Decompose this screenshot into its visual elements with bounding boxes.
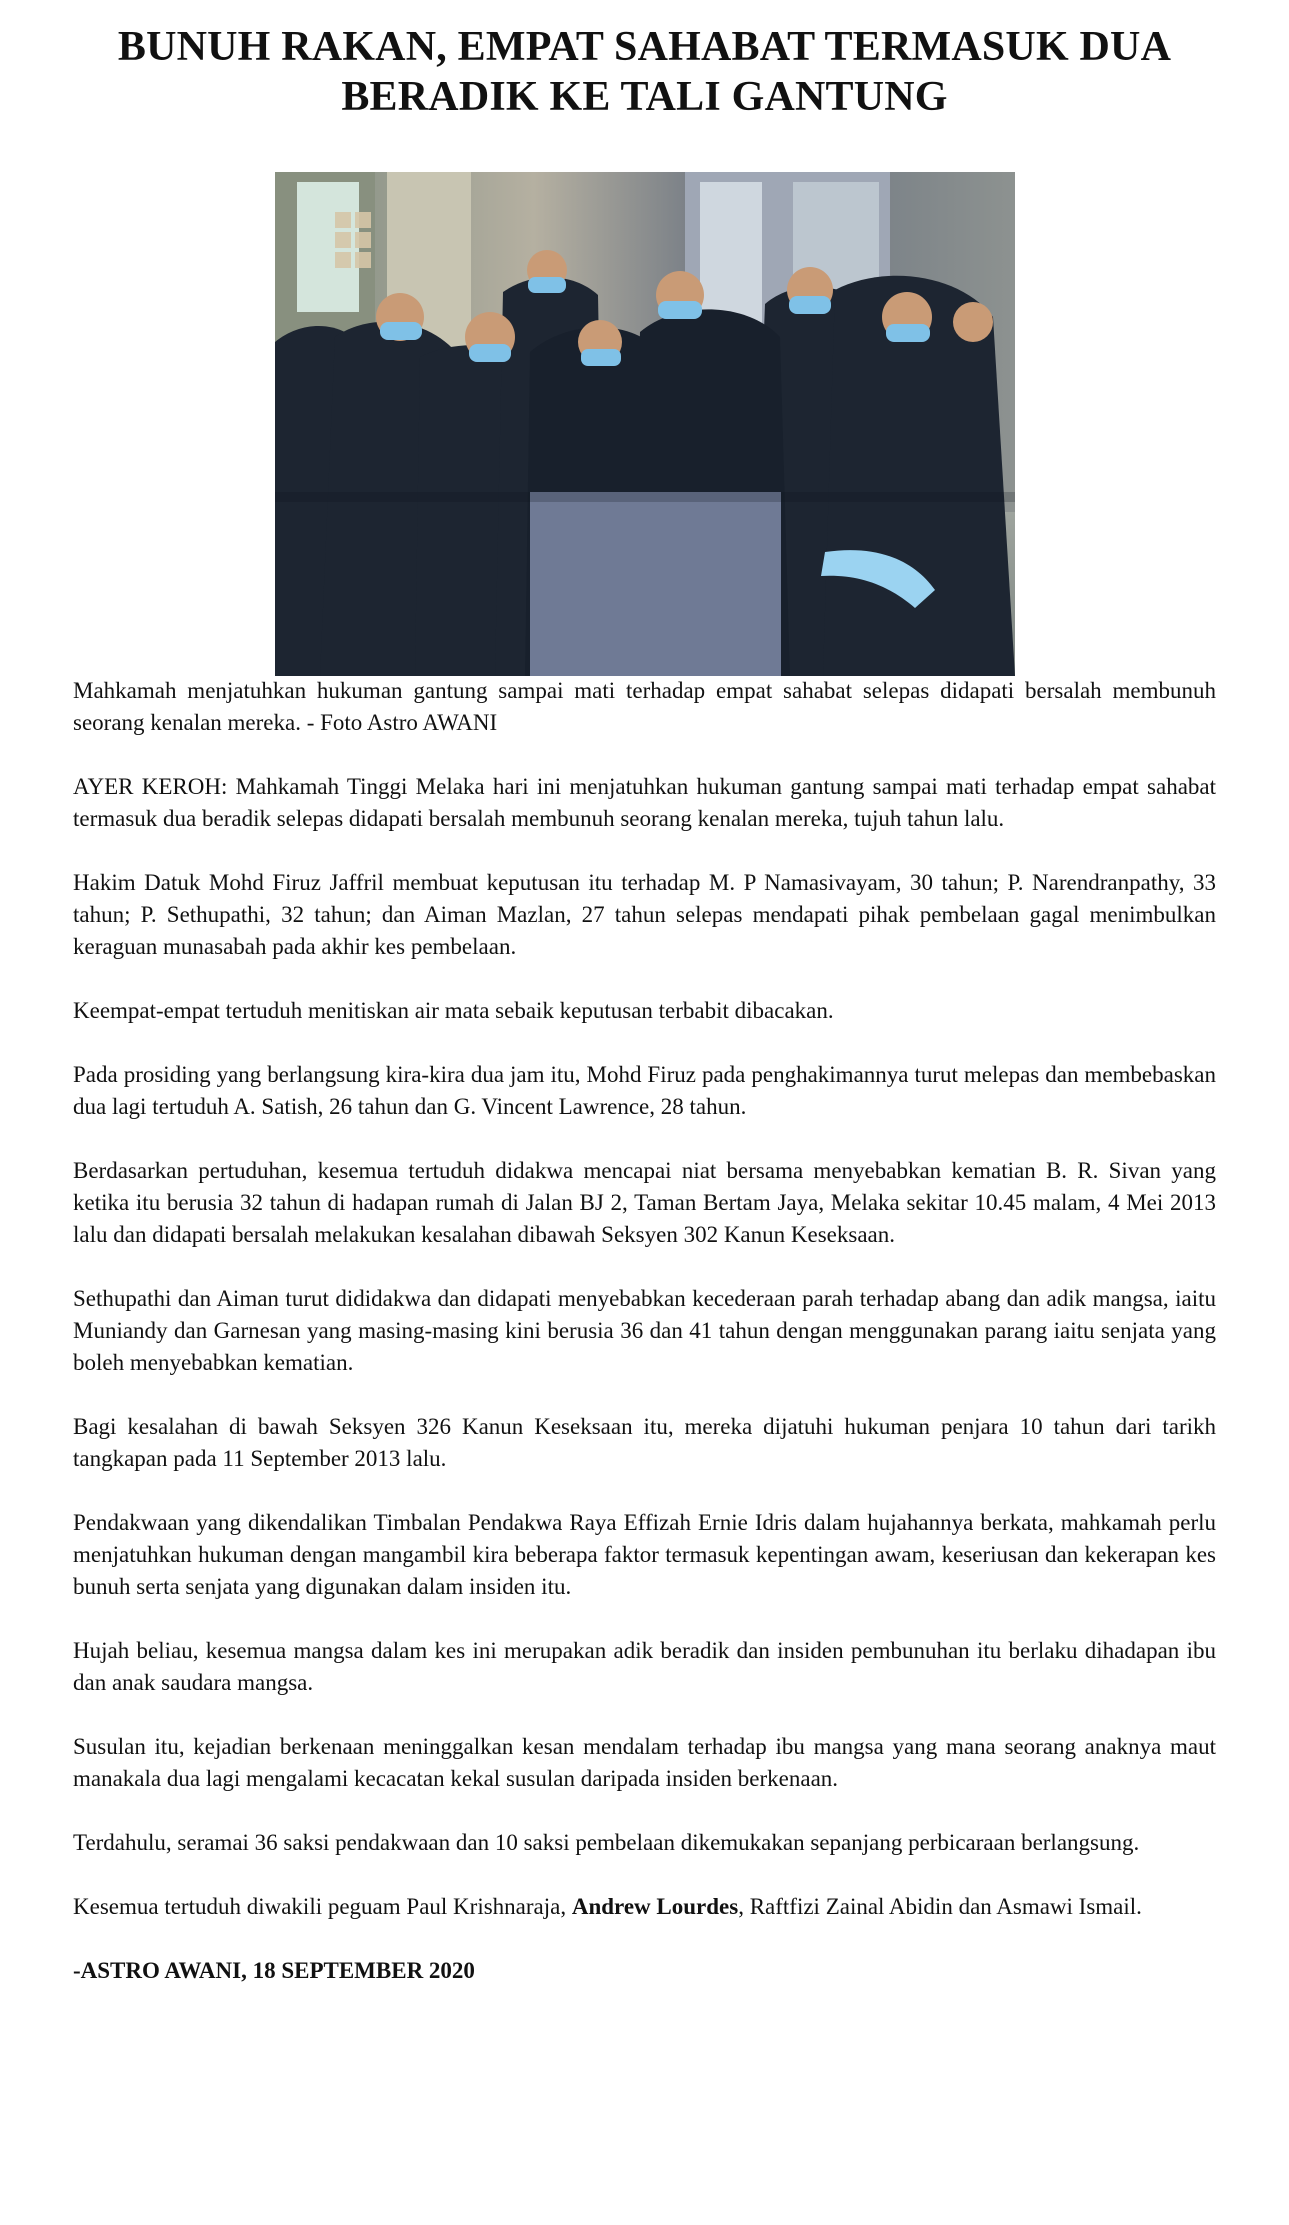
article-paragraph: Bagi kesalahan di bawah Seksyen 326 Kanun Keseksaan itu, mereka dijatuhi hukuman penjara 10 tahun dari tarikh tangkapan pada 11 September 2013 lalu. — [73, 1414, 1216, 1471]
article-paragraph: Hujah beliau, kesemua mangsa dalam kes ini merupakan adik beradik dan insiden pembunuhan itu berlaku dihadapan ibu dan anak saudara mangsa. — [73, 1638, 1216, 1695]
article-paragraph: Pada prosiding yang berlangsung kira-kira dua jam itu, Mohd Firuz pada penghakimannya turut melepas dan membebaskan dua lagi tertuduh A. Satish, 26 tahun dan G. Vincent Lawrence, 28 tahun. — [73, 1062, 1216, 1119]
article-paragraph: Sethupathi dan Aiman turut dididakwa dan didapati menyebabkan kecederaan parah terhadap abang dan adik mangsa, iaitu Muniandy dan Garnesan yang masing-masing kini berusia 36 dan 41 tahun dengan menggunakan parang iaitu senjata yang boleh menyebabkan kematian. — [73, 1286, 1216, 1375]
lawyer-name-bold: Andrew Lourdes — [571, 1894, 739, 1919]
article-title-line-1: BUNUH RAKAN, EMPAT SAHABAT TERMASUK DUA — [117, 24, 1172, 70]
article-paragraph: Berdasarkan pertuduhan, kesemua tertuduh didakwa mencapai niat bersama menyebabkan kematian B. R. Sivan yang ketika itu berusia 32 tahun di hadapan rumah di Jalan BJ 2, Taman Bertam Jaya, Melaka sekitar 10.45 malam, 4 Mei 2013 lalu dan didapati bersalah melakukan kesalahan dibawah Seksyen 302 Kanun Keseksaan. — [73, 1158, 1216, 1247]
lawyers-paragraph — [73, 1891, 1216, 1923]
article-photo — [275, 172, 1015, 676]
lawyers-text-after: , Raftfizi Zainal Abidin dan Asmawi Ismail. — [738, 1894, 1142, 1919]
article-paragraph: Susulan itu, kejadian berkenaan meninggalkan kesan mendalam terhadap ibu mangsa yang mana seorang anaknya maut manakala dua lagi mengalami kecacatan kekal susulan daripada insiden berkenaan. — [73, 1734, 1216, 1791]
lawyers-text-before: Kesemua tertuduh diwakili peguam Paul Krishnaraja, — [73, 1894, 572, 1919]
article-content — [73, 675, 1216, 1987]
article-paragraph: Keempat-empat tertuduh menitiskan air mata sebaik keputusan terbabit dibacakan. — [73, 998, 834, 1023]
article-title — [60, 22, 1229, 122]
photo-caption: Mahkamah menjatuhkan hukuman gantung sampai mati terhadap empat sahabat selepas didapati bersalah membunuh seorang kenalan mereka. - Foto Astro AWANI — [73, 678, 1216, 735]
article-paragraph: Terdahulu, seramai 36 saksi pendakwaan dan 10 saksi pembelaan dikemukakan sepanjang perbicaraan berlangsung. — [73, 1830, 1140, 1855]
courthouse-escort-photo — [275, 172, 1015, 676]
article-paragraph: Hakim Datuk Mohd Firuz Jaffril membuat keputusan itu terhadap M. P Namasivayam, 30 tahun; P. Narendranpathy, 33 tahun; P. Sethupathi, 32 tahun; dan Aiman Mazlan, 27 tahun selepas mendapati pihak pembelaan gagal menimbulkan keraguan munasabah pada akhir kes pembelaan. — [73, 870, 1216, 959]
article-paragraph: Pendakwaan yang dikendalikan Timbalan Pendakwa Raya Effizah Ernie Idris dalam hujahannya berkata, mahkamah perlu menjatuhkan hukuman dengan mangambil kira beberapa faktor termasuk kepentingan awam, keseriusan dan kekerapan kes bunuh serta senjata yang digunakan dalam insiden itu. — [73, 1510, 1216, 1599]
article-title-line-2: BERADIK KE TALI GANTUNG — [341, 74, 948, 120]
article-byline: -ASTRO AWANI, 18 SEPTEMBER 2020 — [73, 1958, 475, 1983]
article-paragraph: AYER KEROH: Mahkamah Tinggi Melaka hari ini menjatuhkan hukuman gantung sampai mati terhadap empat sahabat termasuk dua beradik selepas didapati bersalah membunuh seorang kenalan mereka, tujuh tahun lalu. — [73, 774, 1216, 831]
